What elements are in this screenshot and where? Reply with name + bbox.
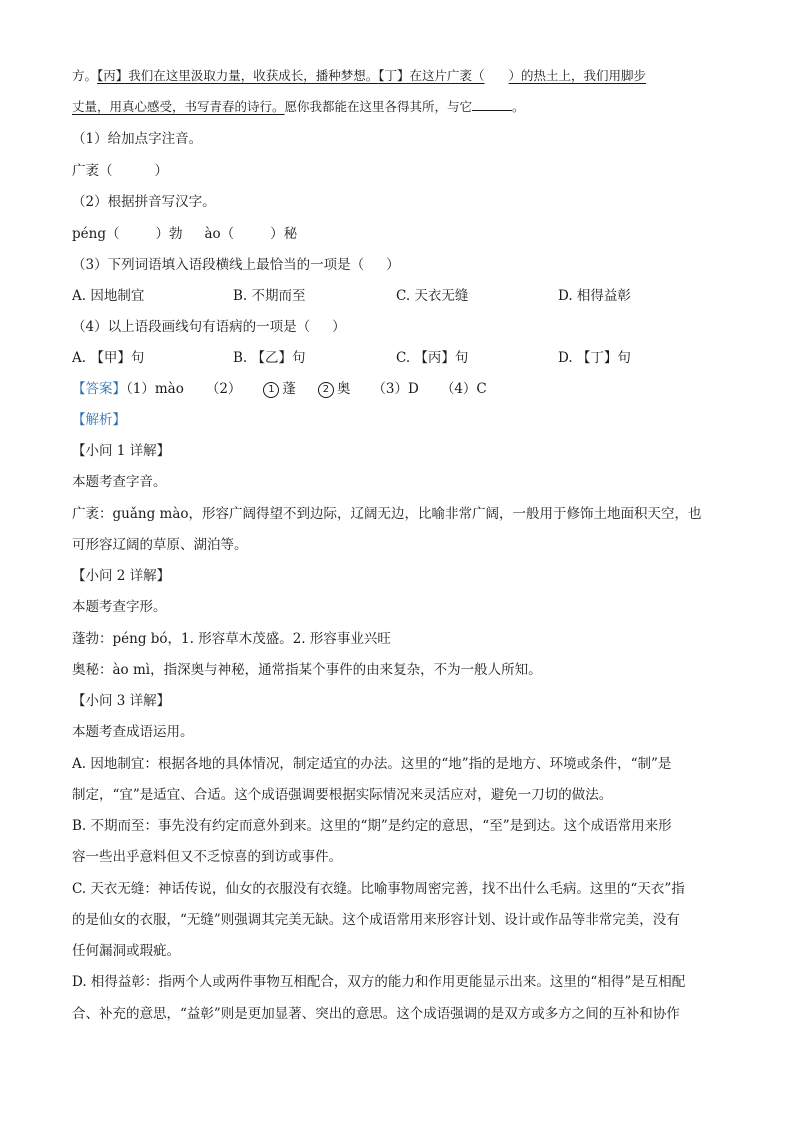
section-3-title: 【小问 3 详解】 [72, 693, 171, 709]
q2-item1-char: ）勃 [155, 226, 183, 242]
section-3-paragraph: 本题考查成语运用。 [72, 724, 194, 740]
answer-1: （1）mào [126, 381, 184, 397]
question-3 [72, 255, 722, 275]
section-1-title: 【小问 1 详解】 [72, 443, 171, 459]
analysis-label: 【解析】 [72, 412, 126, 428]
section-3-text-line: A. 因地制宜：根据各地的具体情况，制定适宜的办法。这里的“地”指的是地方、环境或条件，“制”是 [72, 756, 672, 772]
q3-option-d: D. 相得益彰 [558, 288, 631, 304]
question-1-item [72, 161, 722, 181]
q4-option-c: C. 【丙】句 [396, 350, 469, 366]
q4-close: ） [332, 319, 346, 335]
section-1-text-line: 可形容辽阔的草原、湖泊等。 [72, 537, 248, 553]
section-3-text-line: 容一些出乎意料但又不乏惊喜的到访或事件。 [72, 849, 342, 865]
passage-line-1 [72, 66, 722, 86]
answer-4: （4）C [440, 381, 487, 397]
circled-number-1: 1 [263, 382, 279, 398]
passage-line-2 [72, 97, 722, 117]
question-4-options [72, 348, 722, 368]
section-2-text-line: 奥秘：ào mì，指深奥与神秘，通常指某个事件的由来复杂，不为一般人所知。 [72, 662, 542, 678]
answer-2-value-1: 蓬 [282, 381, 296, 397]
q2-item1-pinyin: péng（ [72, 226, 120, 242]
section-2-text-line: 蓬勃：péng bó，1. 形容草木茂盛。2. 形容事业兴旺 [72, 631, 391, 647]
q3-option-a: A. 因地制宜 [72, 288, 145, 304]
passage-text: 愿你我都能在这里各得其所，与它 [284, 99, 473, 114]
section-3-text-line: B. 不期而至：事先没有约定而意外到来。这里的“期”是约定的意思，“至”是到达。这个成语常用来形 [72, 818, 672, 834]
underlined-sentence-ding-end: 丈量，用真心感受，书写青春的诗行。 [72, 99, 285, 114]
q3-option-c: C. 天衣无缝 [396, 288, 469, 304]
section-3-text-line: 制定，“宜”是适宜、合适。这个成语强调要根据实际情况来灵活应对，避免一刀切的做法。 [72, 787, 613, 803]
section-3-text-line: 的是仙女的衣服，“无缝”则强调其完美无缺。这个成语常用来形容计划、设计或作品等非常完美，没有 [72, 912, 680, 928]
idiom-blank [472, 98, 512, 111]
q2-item2-char: ）秘 [270, 226, 298, 242]
question-2-items [72, 224, 722, 244]
circled-number-2: 2 [318, 382, 334, 398]
section-3-text-line: 合、补充的意思，“益彰”则是更加显著、突出的意思。这个成语强调的是双方或多方之间的互补和协作 [72, 1006, 680, 1022]
q3-close: ） [386, 257, 400, 273]
section-1-text-line: 广袤：guǎng mào，形容广阔得望不到边际，辽阔无边，比喻非常广阔，一般用于修饰土地面积天空，也 [72, 506, 702, 522]
answer-3: （3）D [372, 381, 419, 397]
underlined-sentence-bing: 【丙】我们在这里汲取力量，收获成长，播种梦想。 [97, 68, 379, 83]
q3-stem: （3）下列词语填入语段横线上最恰当的一项是（ [72, 257, 365, 273]
q2-item2-pinyin: ào（ [204, 226, 235, 242]
section-2-title: 【小问 2 详解】 [72, 568, 171, 584]
answer-line [72, 379, 722, 399]
answer-2-label: （2） [205, 381, 242, 397]
question-4 [72, 317, 722, 337]
underlined-sentence-ding-cont: ）的热土上，我们用脚步 [508, 68, 647, 83]
question-1: （1）给加点字注音。 [72, 131, 203, 147]
answer-2-value-2: 奥 [336, 381, 351, 397]
section-3-text-line: 任何漏洞或瑕疵。 [72, 943, 180, 959]
q4-option-b: B. 【乙】句 [233, 350, 306, 366]
q4-option-a: A. 【甲】句 [72, 350, 145, 366]
q1-close: ） [154, 163, 168, 179]
passage-text: 。 [512, 99, 525, 114]
section-2-paragraph: 本题考查字形。 [72, 599, 167, 615]
question-3-options [72, 286, 722, 306]
section-3-text-line: D. 相得益彰：指两个人或两件事物互相配合，双方的能力和作用更能显示出来。这里的“相得”是互相配 [72, 974, 686, 990]
section-3-text-line: C. 天衣无缝：神话传说，仙女的衣服没有衣缝。比喻事物周密完善，找不出什么毛病。这里的“天衣”指 [72, 881, 685, 897]
q1-word: 广袤（ [72, 163, 113, 179]
q4-option-d: D. 【丁】句 [558, 350, 631, 366]
question-2: （2）根据拼音写汉字。 [72, 194, 216, 210]
q3-option-b: B. 不期而至 [233, 288, 306, 304]
q4-stem: （4）以上语段画线句有语病的一项是（ [72, 319, 311, 335]
answer-label: 【答案】 [72, 381, 126, 397]
section-1-paragraph: 本题考查字音。 [72, 474, 167, 490]
passage-text: 方。 [72, 68, 98, 83]
underlined-sentence-ding: 【丁】在这片广袤（ [378, 68, 485, 83]
